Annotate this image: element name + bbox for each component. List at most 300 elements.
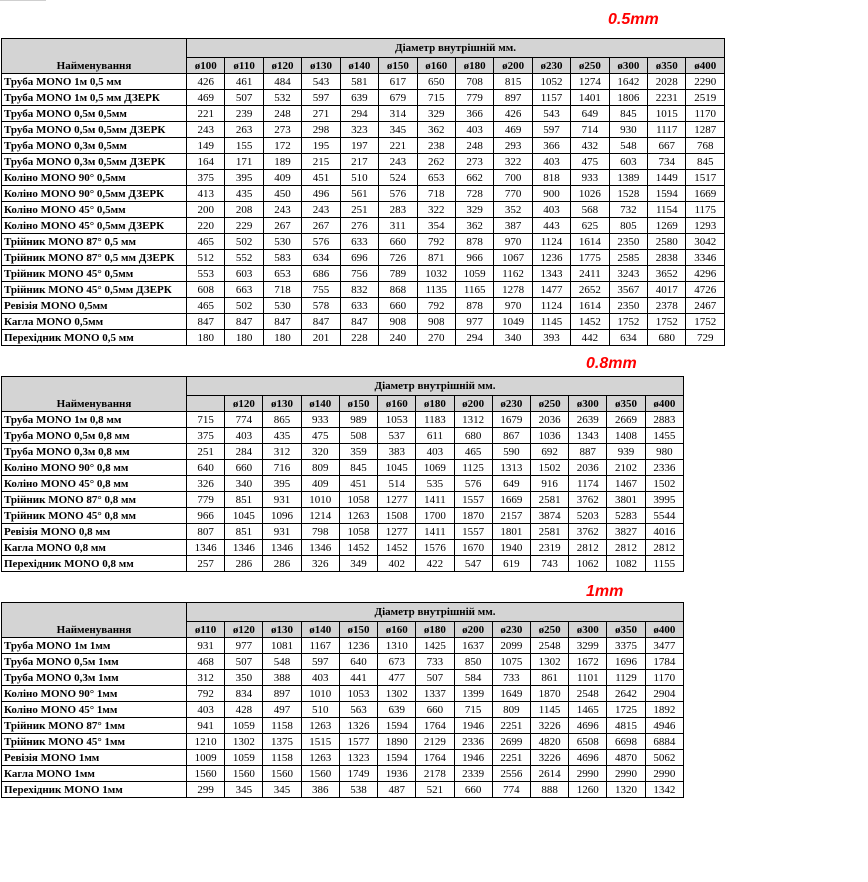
price-cell: 197 xyxy=(340,138,378,154)
table-row xyxy=(2,444,684,460)
diameter-cell: ø300 xyxy=(569,622,607,638)
price-cell: 443 xyxy=(532,218,570,234)
diameter-cell: ø160 xyxy=(378,396,416,412)
table-row xyxy=(2,734,684,750)
price-cell: 1323 xyxy=(339,750,377,766)
price-cell: 403 xyxy=(301,670,339,686)
price-cell: 774 xyxy=(225,412,263,428)
price-cell: 3477 xyxy=(645,638,683,654)
price-cell: 345 xyxy=(379,122,417,138)
table-row xyxy=(2,524,684,540)
price-cell: 450 xyxy=(263,186,301,202)
price-cell: 1278 xyxy=(494,282,532,298)
price-cell: 229 xyxy=(225,218,263,234)
price-cell: 1576 xyxy=(416,540,454,556)
price-cell: 1082 xyxy=(607,556,645,572)
diameter-cell: ø160 xyxy=(378,622,416,638)
price-cell: 650 xyxy=(417,74,455,90)
price-cell: 388 xyxy=(263,670,301,686)
price-cell: 933 xyxy=(571,170,609,186)
price-cell: 686 xyxy=(302,266,340,282)
price-cell: 2336 xyxy=(454,734,492,750)
price-cell: 507 xyxy=(416,670,454,686)
price-cell: 597 xyxy=(532,122,570,138)
price-cell: 1342 xyxy=(645,782,683,798)
product-name: Ревізія MONO 0,5мм xyxy=(2,298,187,314)
price-cell: 1312 xyxy=(454,412,492,428)
product-name: Коліно MONO 45° 0,5мм ДЗЕРК xyxy=(2,218,187,234)
price-cell: 1425 xyxy=(416,638,454,654)
table-row xyxy=(2,782,684,798)
table-row xyxy=(2,138,725,154)
product-name: Трійник MONO 45° 0,5мм xyxy=(2,266,187,282)
price-cell: 2350 xyxy=(609,298,647,314)
price-cell: 180 xyxy=(225,330,263,346)
price-cell: 1672 xyxy=(569,654,607,670)
price-cell: 1670 xyxy=(454,540,492,556)
price-cell: 507 xyxy=(225,654,263,670)
price-cell: 2102 xyxy=(607,460,645,476)
table-body xyxy=(2,74,725,346)
price-cell: 465 xyxy=(187,298,225,314)
price-cell: 3762 xyxy=(569,492,607,508)
price-cell: 521 xyxy=(416,782,454,798)
price-cell: 2378 xyxy=(648,298,686,314)
price-cell: 469 xyxy=(494,122,532,138)
price-cell: 3827 xyxy=(607,524,645,540)
price-cell: 2519 xyxy=(686,90,725,106)
price-cell: 2669 xyxy=(607,412,645,428)
product-name: Коліно MONO 45° 0,5мм xyxy=(2,202,187,218)
price-cell: 326 xyxy=(301,556,339,572)
price-cell: 1749 xyxy=(339,766,377,782)
price-cell: 931 xyxy=(263,524,301,540)
price-cell: 1158 xyxy=(263,750,301,766)
product-name: Коліно MONO 90° 0,5мм xyxy=(2,170,187,186)
table-row xyxy=(2,250,725,266)
price-cell: 1277 xyxy=(378,524,416,540)
price-cell: 1375 xyxy=(263,734,301,750)
price-cell: 1940 xyxy=(492,540,530,556)
price-cell: 2581 xyxy=(530,524,568,540)
price-cell: 239 xyxy=(225,106,263,122)
table-body xyxy=(2,638,684,798)
price-cell: 1032 xyxy=(417,266,455,282)
price-cell: 284 xyxy=(225,444,263,460)
price-cell: 2580 xyxy=(648,234,686,250)
price-cell: 435 xyxy=(225,186,263,202)
product-name: Перехідник MONO 1мм xyxy=(2,782,187,798)
price-cell: 851 xyxy=(225,492,263,508)
price-cell: 1059 xyxy=(225,718,263,734)
price-cell: 487 xyxy=(378,782,416,798)
price-cell: 708 xyxy=(455,74,493,90)
diameter-cell: ø300 xyxy=(569,396,607,412)
product-name: Коліно MONO 90° 1мм xyxy=(2,686,187,702)
price-cell: 1117 xyxy=(648,122,686,138)
price-cell: 362 xyxy=(417,122,455,138)
price-cell: 1669 xyxy=(492,492,530,508)
price-cell: 395 xyxy=(263,476,301,492)
price-cell: 2028 xyxy=(648,74,686,90)
price-cell: 267 xyxy=(302,218,340,234)
price-cell: 1052 xyxy=(532,74,570,90)
price-cell: 1752 xyxy=(648,314,686,330)
price-cell: 908 xyxy=(379,314,417,330)
price-cell: 1700 xyxy=(416,508,454,524)
price-cell: 2231 xyxy=(648,90,686,106)
price-cell: 1528 xyxy=(609,186,647,202)
price-cell: 387 xyxy=(494,218,532,234)
product-name: Трійник MONO 87° 0,5 мм ДЗЕРК xyxy=(2,250,187,266)
price-cell: 1467 xyxy=(607,476,645,492)
price-cell: 4696 xyxy=(569,750,607,766)
price-cell: 4016 xyxy=(645,524,683,540)
price-cell: 639 xyxy=(340,90,378,106)
price-cell: 779 xyxy=(455,90,493,106)
price-cell: 329 xyxy=(455,202,493,218)
price-cell: 970 xyxy=(494,234,532,250)
price-cell: 4946 xyxy=(645,718,683,734)
price-cell: 568 xyxy=(571,202,609,218)
price-cell: 2467 xyxy=(686,298,725,314)
price-cell: 484 xyxy=(263,74,301,90)
price-cell: 1081 xyxy=(263,638,301,654)
price-cell: 2178 xyxy=(416,766,454,782)
price-cell: 1343 xyxy=(569,428,607,444)
price-cell: 1062 xyxy=(569,556,607,572)
price-cell: 262 xyxy=(417,154,455,170)
price-cell: 1125 xyxy=(454,460,492,476)
price-cell: 2990 xyxy=(645,766,683,782)
price-cell: 6884 xyxy=(645,734,683,750)
price-cell: 1058 xyxy=(339,524,377,540)
price-cell: 851 xyxy=(225,524,263,540)
price-cell: 1158 xyxy=(263,718,301,734)
table-row xyxy=(2,750,684,766)
price-cell: 524 xyxy=(379,170,417,186)
product-name: Труба MONO 0,3м 0,5мм ДЗЕРК xyxy=(2,154,187,170)
product-name: Кагла MONO 0,8 мм xyxy=(2,540,187,556)
price-cell: 1890 xyxy=(378,734,416,750)
price-cell: 354 xyxy=(417,218,455,234)
diameter-cell: ø200 xyxy=(454,622,492,638)
price-cell: 312 xyxy=(187,670,225,686)
price-cell: 732 xyxy=(609,202,647,218)
price-cell: 1337 xyxy=(416,686,454,702)
price-cell: 311 xyxy=(379,218,417,234)
price-cell: 273 xyxy=(263,122,301,138)
price-cell: 322 xyxy=(494,154,532,170)
price-cell: 792 xyxy=(417,298,455,314)
price-cell: 2036 xyxy=(530,412,568,428)
price-cell: 5544 xyxy=(645,508,683,524)
price-cell: 1045 xyxy=(378,460,416,476)
price-cell: 878 xyxy=(455,234,493,250)
price-cell: 1170 xyxy=(645,670,683,686)
product-name: Ревізія MONO 0,8 мм xyxy=(2,524,187,540)
price-cell: 538 xyxy=(339,782,377,798)
price-cell: 1145 xyxy=(530,702,568,718)
price-cell: 4296 xyxy=(686,266,725,282)
price-cell: 451 xyxy=(339,476,377,492)
price-cell: 847 xyxy=(340,314,378,330)
price-cell: 634 xyxy=(302,250,340,266)
price-cell: 497 xyxy=(263,702,301,718)
price-cell: 2548 xyxy=(530,638,568,654)
product-name: Труба MONO 0,3м 1мм xyxy=(2,670,187,686)
table-row xyxy=(2,90,725,106)
price-cell: 1870 xyxy=(530,686,568,702)
price-cell: 1560 xyxy=(301,766,339,782)
price-cell: 271 xyxy=(302,106,340,122)
price-cell: 512 xyxy=(187,250,225,266)
price-cell: 597 xyxy=(302,90,340,106)
price-cell: 966 xyxy=(455,250,493,266)
price-cell: 1326 xyxy=(339,718,377,734)
price-cell: 726 xyxy=(379,250,417,266)
price-cell: 477 xyxy=(378,670,416,686)
price-cell: 543 xyxy=(532,106,570,122)
price-cell: 149 xyxy=(187,138,225,154)
price-cell: 1679 xyxy=(492,412,530,428)
price-cell: 1175 xyxy=(686,202,725,218)
price-cell: 2812 xyxy=(645,540,683,556)
diameter-cell: ø350 xyxy=(607,396,645,412)
price-cell: 1752 xyxy=(609,314,647,330)
diameter-cell: ø400 xyxy=(686,58,725,74)
price-cell: 611 xyxy=(416,428,454,444)
price-cell: 728 xyxy=(455,186,493,202)
price-cell: 847 xyxy=(302,314,340,330)
price-cell: 257 xyxy=(187,556,225,572)
price-cell: 696 xyxy=(340,250,378,266)
price-cell: 807 xyxy=(187,524,225,540)
price-cell: 1154 xyxy=(648,202,686,218)
price-cell: 930 xyxy=(609,122,647,138)
price-cell: 1129 xyxy=(607,670,645,686)
table-row xyxy=(2,556,684,572)
price-cell: 1577 xyxy=(339,734,377,750)
price-cell: 845 xyxy=(686,154,725,170)
table-row xyxy=(2,202,725,218)
price-cell: 2339 xyxy=(454,766,492,782)
price-cell: 4820 xyxy=(530,734,568,750)
diameter-cell: ø350 xyxy=(648,58,686,74)
price-cell: 507 xyxy=(225,90,263,106)
price-cell: 989 xyxy=(339,412,377,428)
diameter-header: Діаметр внутрішній мм. xyxy=(187,39,725,58)
price-cell: 2251 xyxy=(492,718,530,734)
price-cell: 2036 xyxy=(569,460,607,476)
price-cell: 1053 xyxy=(339,686,377,702)
price-cell: 195 xyxy=(302,138,340,154)
price-cell: 561 xyxy=(340,186,378,202)
price-cell: 715 xyxy=(454,702,492,718)
price-cell: 362 xyxy=(455,218,493,234)
price-cell: 1557 xyxy=(454,524,492,540)
diameter-cell: ø400 xyxy=(645,396,683,412)
price-cell: 1411 xyxy=(416,492,454,508)
table-row xyxy=(2,266,725,282)
price-cell: 845 xyxy=(609,106,647,122)
price-cell: 475 xyxy=(571,154,609,170)
price-cell: 248 xyxy=(455,138,493,154)
table-row xyxy=(2,654,684,670)
price-cell: 1170 xyxy=(686,106,725,122)
price-cell: 770 xyxy=(494,186,532,202)
diameter-cell: ø110 xyxy=(225,58,263,74)
table-row xyxy=(2,186,725,202)
price-cell: 475 xyxy=(301,428,339,444)
product-name: Коліно MONO 45° 0,8 мм xyxy=(2,476,187,492)
price-cell: 2585 xyxy=(609,250,647,266)
price-cell: 350 xyxy=(225,670,263,686)
price-cell: 692 xyxy=(530,444,568,460)
section-title-0-5mm: 0.5mm xyxy=(608,11,659,28)
price-cell: 2411 xyxy=(571,266,609,282)
price-cell: 294 xyxy=(340,106,378,122)
price-table-0-5mm xyxy=(1,38,725,346)
price-cell: 221 xyxy=(187,106,225,122)
price-cell: 576 xyxy=(302,234,340,250)
price-cell: 1801 xyxy=(492,524,530,540)
price-cell: 243 xyxy=(263,202,301,218)
table-row xyxy=(2,330,725,346)
price-cell: 1313 xyxy=(492,460,530,476)
price-cell: 2336 xyxy=(645,460,683,476)
price-cell: 805 xyxy=(609,218,647,234)
price-cell: 172 xyxy=(263,138,301,154)
price-cell: 1236 xyxy=(339,638,377,654)
price-cell: 768 xyxy=(686,138,725,154)
price-cell: 1764 xyxy=(416,750,454,766)
name-header: Найменування xyxy=(2,603,187,638)
price-cell: 1870 xyxy=(454,508,492,524)
price-cell: 1517 xyxy=(686,170,725,186)
price-cell: 1764 xyxy=(416,718,454,734)
price-cell: 653 xyxy=(417,170,455,186)
price-cell: 1269 xyxy=(648,218,686,234)
price-cell: 243 xyxy=(379,154,417,170)
price-cell: 548 xyxy=(263,654,301,670)
price-cell: 1343 xyxy=(532,266,570,282)
price-cell: 1946 xyxy=(454,750,492,766)
diameter-cell: ø120 xyxy=(263,58,301,74)
price-cell: 451 xyxy=(302,170,340,186)
price-cell: 916 xyxy=(530,476,568,492)
price-cell: 1075 xyxy=(492,654,530,670)
diameter-cell: ø230 xyxy=(492,396,530,412)
price-cell: 340 xyxy=(494,330,532,346)
price-cell: 1010 xyxy=(301,492,339,508)
price-cell: 340 xyxy=(225,476,263,492)
price-cell: 1263 xyxy=(301,718,339,734)
price-cell: 395 xyxy=(225,170,263,186)
price-cell: 171 xyxy=(225,154,263,170)
price-cell: 1263 xyxy=(301,750,339,766)
price-cell: 1401 xyxy=(571,90,609,106)
price-cell: 2812 xyxy=(607,540,645,556)
diameter-cell: ø120 xyxy=(225,622,263,638)
price-cell: 1346 xyxy=(187,540,225,556)
price-cell: 861 xyxy=(530,670,568,686)
table-row xyxy=(2,540,684,556)
price-cell: 1277 xyxy=(378,492,416,508)
price-cell: 809 xyxy=(301,460,339,476)
price-cell: 733 xyxy=(416,654,454,670)
price-cell: 1302 xyxy=(378,686,416,702)
price-cell: 532 xyxy=(263,90,301,106)
price-cell: 441 xyxy=(339,670,377,686)
product-name: Труба MONO 0,5м 1мм xyxy=(2,654,187,670)
diameter-cell: ø180 xyxy=(416,622,454,638)
price-cell: 1155 xyxy=(645,556,683,572)
price-cell: 3874 xyxy=(530,508,568,524)
price-cell: 1165 xyxy=(455,282,493,298)
price-cell: 312 xyxy=(263,444,301,460)
price-cell: 832 xyxy=(340,282,378,298)
price-cell: 329 xyxy=(417,106,455,122)
price-cell: 326 xyxy=(187,476,225,492)
table-row xyxy=(2,314,725,330)
price-cell: 180 xyxy=(263,330,301,346)
price-cell: 619 xyxy=(492,556,530,572)
price-cell: 1167 xyxy=(301,638,339,654)
price-cell: 286 xyxy=(263,556,301,572)
diameter-cell: ø130 xyxy=(302,58,340,74)
price-cell: 878 xyxy=(455,298,493,314)
price-cell: 276 xyxy=(340,218,378,234)
price-cell: 5203 xyxy=(569,508,607,524)
price-cell: 1174 xyxy=(569,476,607,492)
price-cell: 977 xyxy=(225,638,263,654)
price-cell: 667 xyxy=(648,138,686,154)
price-cell: 1508 xyxy=(378,508,416,524)
product-name: Коліно MONO 90° 0,8 мм xyxy=(2,460,187,476)
table-row xyxy=(2,718,684,734)
diameter-cell: ø150 xyxy=(379,58,417,74)
product-name: Труба MONO 0,3м 0,5мм xyxy=(2,138,187,154)
price-cell: 718 xyxy=(263,282,301,298)
price-cell: 422 xyxy=(416,556,454,572)
diameter-cell: ø140 xyxy=(301,396,339,412)
price-cell: 663 xyxy=(225,282,263,298)
price-cell: 2099 xyxy=(492,638,530,654)
price-cell: 1010 xyxy=(301,686,339,702)
price-cell: 1036 xyxy=(530,428,568,444)
price-cell: 1560 xyxy=(225,766,263,782)
diameter-header: Діаметр внутрішній мм. xyxy=(187,377,684,396)
price-cell: 1452 xyxy=(378,540,416,556)
product-name: Труба MONO 1м 1мм xyxy=(2,638,187,654)
price-cell: 273 xyxy=(455,154,493,170)
price-cell: 2129 xyxy=(416,734,454,750)
price-cell: 1669 xyxy=(686,186,725,202)
price-cell: 267 xyxy=(263,218,301,234)
price-cell: 2157 xyxy=(492,508,530,524)
price-cell: 215 xyxy=(302,154,340,170)
product-name: Ревізія MONO 1мм xyxy=(2,750,187,766)
price-cell: 323 xyxy=(340,122,378,138)
price-cell: 1009 xyxy=(187,750,225,766)
price-cell: 2319 xyxy=(530,540,568,556)
price-cell: 625 xyxy=(571,218,609,234)
price-cell: 2548 xyxy=(569,686,607,702)
price-cell: 4017 xyxy=(648,282,686,298)
name-header: Найменування xyxy=(2,39,187,74)
price-cell: 608 xyxy=(187,282,225,298)
